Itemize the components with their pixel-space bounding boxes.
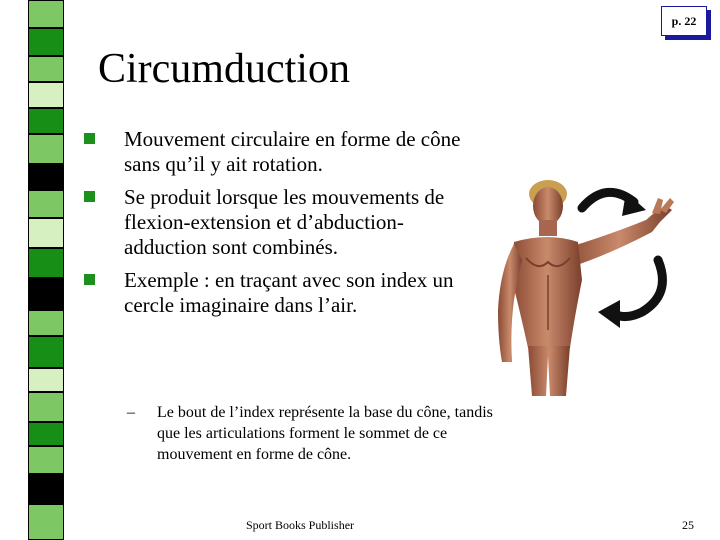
list-item (84, 268, 464, 318)
stripe (28, 422, 64, 446)
stripe (28, 248, 64, 278)
page-reference-label: p. 22 (661, 6, 707, 36)
stripe (28, 134, 64, 164)
stripe (28, 28, 64, 56)
stripe (28, 0, 64, 28)
stripe (28, 336, 64, 368)
stripe (28, 504, 64, 540)
square-bullet-icon (84, 133, 95, 144)
stripe (28, 368, 64, 392)
stripe (28, 446, 64, 474)
sub-bullet (127, 402, 497, 465)
sub-bullet-text: Le bout de l’index représente la base du cône, tandis que les articulations forment le sommet de ce mouvement en forme de cône. (157, 404, 493, 463)
stripe (28, 474, 64, 504)
bullet-text: Mouvement circulaire en forme de cône sans qu’il y ait rotation. (124, 127, 461, 176)
decorative-stripe-bar (0, 0, 75, 540)
stripe (28, 164, 64, 190)
square-bullet-icon (84, 274, 95, 285)
circular-arrow-icon (614, 260, 662, 317)
square-bullet-icon (84, 191, 95, 202)
stripe (28, 190, 64, 218)
stripe (28, 218, 64, 248)
footer-publisher: Sport Books Publisher (246, 518, 355, 532)
bullet-text: Exemple : en traçant avec son index un cercle imaginaire dans l’air. (124, 268, 454, 317)
human-figure-image (486, 180, 690, 396)
slide-title: Circumduction (98, 46, 350, 92)
dash-marker: – (127, 404, 135, 421)
stripe (28, 56, 64, 82)
bullet-text: Se produit lorsque les mouvements de flexion-extension et d’abduction-adduction sont combinés. (124, 185, 445, 259)
stripe (28, 310, 64, 336)
page-reference-box (661, 6, 711, 40)
footer-page-number: 25 (682, 518, 694, 532)
circumduction-illustration (486, 180, 690, 396)
list-item (84, 127, 464, 177)
box-shadow (665, 36, 711, 40)
stripe (28, 82, 64, 108)
stripe (28, 392, 64, 422)
list-item (84, 185, 464, 260)
stripe (28, 108, 64, 134)
stripe (28, 278, 64, 310)
bullet-list (84, 127, 464, 326)
